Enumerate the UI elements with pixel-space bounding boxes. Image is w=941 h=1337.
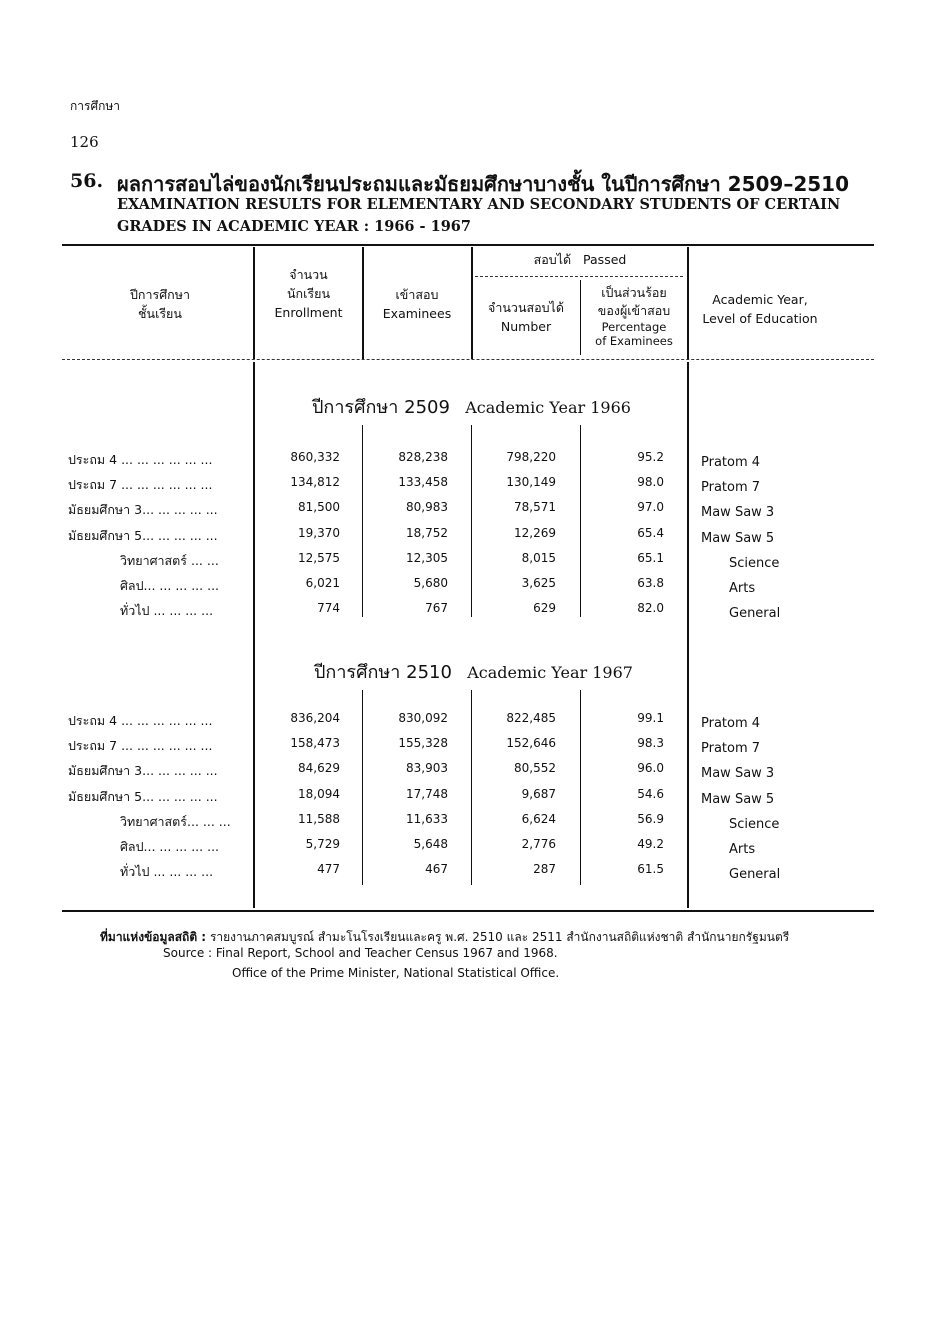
cell-percentage: 65.4 [637,526,664,540]
row-label-en: Pratom 4 [701,716,761,731]
row-label-en: Science [729,556,780,571]
header-year-thai: ปีการศึกษา [130,287,190,302]
cell-passed: 152,646 [506,736,556,750]
header-year-level-thai [70,285,250,323]
header-enrollment [256,265,361,322]
header-pct-thai-1: เป็นส่วนร้อย [601,285,667,300]
row-label-en: Pratom 4 [701,455,761,470]
table-bottom-rule [62,910,874,912]
row-label-thai: มัธยมศึกษา 3... ... ... ... ... [68,502,218,517]
cell-enrollment: 134,812 [290,475,340,489]
cell-percentage: 61.5 [637,862,664,876]
cell-percentage: 56.9 [637,812,664,826]
page-number: 126 [70,133,99,151]
cell-enrollment: 158,473 [290,736,340,750]
cell-examinees: 12,305 [406,551,448,565]
header-pct-en-1: Percentage [601,320,667,334]
cell-examinees: 18,752 [406,526,448,540]
cell-passed: 3,625 [521,576,556,590]
cell-enrollment: 12,575 [298,551,340,565]
header-divider [687,247,689,359]
cell-examinees: 767 [425,601,448,615]
cell-percentage: 82.0 [637,601,664,615]
row-label-en: Maw Saw 5 [701,792,775,807]
cell-passed: 287 [533,862,556,876]
cell-passed: 78,571 [514,500,556,514]
cell-enrollment: 11,588 [298,812,340,826]
header-level-en-2: Level of Education [702,311,818,326]
row-label-thai: มัธยมศึกษา 3... ... ... ... ... [68,763,218,778]
row-label-en: Maw Saw 3 [701,766,775,781]
row-label-thai: ประถม 7 ... ... ... ... ... ... [68,477,213,492]
cell-passed: 2,776 [521,837,556,851]
cell-percentage: 49.2 [637,837,664,851]
cell-passed: 6,624 [521,812,556,826]
header-level-thai: ชั้นเรียน [138,306,182,321]
cell-examinees: 80,983 [406,500,448,514]
section-heading-1966 [312,392,631,421]
row-label-thai: ทั่วไป ... ... ... ... [120,603,214,618]
header-examinees [364,285,470,323]
header-divider [580,280,581,355]
header-bottom-rule [62,359,874,360]
cell-enrollment: 5,729 [305,837,340,851]
row-label-thai: ประถม 4 ... ... ... ... ... ... [68,713,213,728]
row-label-thai: ประถม 4 ... ... ... ... ... ... [68,452,213,467]
row-label-en: Maw Saw 3 [701,505,775,520]
cell-examinees: 83,903 [406,761,448,775]
header-passed-en: Passed [583,252,627,267]
header-enrollment-thai-1: จำนวน [289,267,328,282]
source-english [163,946,558,960]
body-divider [362,690,363,885]
body-divider [687,362,689,908]
header-examinees-en: Examinees [382,306,452,321]
cell-passed: 12,269 [514,526,556,540]
cell-percentage: 98.3 [637,736,664,750]
cell-examinees: 5,680 [413,576,448,590]
header-number-en: Number [500,319,552,334]
row-label-en: Science [729,817,780,832]
cell-percentage: 63.8 [637,576,664,590]
row-label-thai: ศิลป... ... ... ... ... [120,578,220,593]
cell-examinees: 830,092 [398,711,448,725]
section-heading-thai: ปีการศึกษา 2509 [312,397,450,418]
row-label-thai: ศิลป... ... ... ... ... [120,839,220,854]
cell-passed: 798,220 [506,450,556,464]
row-label-thai: มัธยมศึกษา 5... ... ... ... ... [68,528,218,543]
body-divider [253,362,255,908]
cell-passed: 80,552 [514,761,556,775]
source-label: Source : [163,946,213,960]
header-pct-thai-2: ของผู้เข้าสอบ [597,303,671,318]
header-level-en-1: Academic Year, [712,292,808,307]
cell-percentage: 97.0 [637,500,664,514]
cell-passed: 9,687 [521,787,556,801]
cell-enrollment: 860,332 [290,450,340,464]
row-label-en: Arts [729,842,756,857]
row-label-thai: ประถม 7 ... ... ... ... ... ... [68,738,213,753]
cell-percentage: 54.6 [637,787,664,801]
cell-enrollment: 477 [317,862,340,876]
cell-enrollment: 19,370 [298,526,340,540]
section-heading-en: Academic Year 1966 [465,398,631,417]
row-label-thai: มัธยมศึกษา 5... ... ... ... ... [68,789,218,804]
cell-examinees: 133,458 [398,475,448,489]
source-thai-label: ที่มาแห่งข้อมูลสถิติ : [100,930,207,944]
row-label-thai: ทั่วไป ... ... ... ... [120,864,214,879]
passed-subheader-rule [475,276,683,277]
section-heading-thai: ปีการศึกษา 2510 [314,662,452,683]
row-label-thai: วิทยาศาสตร์ ... ... [120,553,219,568]
title-english-line2: GRADES IN ACADEMIC YEAR : 1966 - 1967 [117,218,471,235]
cell-enrollment: 81,500 [298,500,340,514]
body-divider [580,690,581,885]
cell-percentage: 99.1 [637,711,664,725]
header-number-thai: จำนวนสอบได้ [488,300,564,315]
header-passed-thai: สอบได้ [533,252,572,267]
cell-percentage: 95.2 [637,450,664,464]
header-passed [520,250,640,269]
source-thai [100,928,789,947]
header-enrollment-en: Enrollment [274,305,343,320]
cell-percentage: 98.0 [637,475,664,489]
cell-enrollment: 774 [317,601,340,615]
section-heading-en: Academic Year 1967 [467,663,633,682]
cell-enrollment: 836,204 [290,711,340,725]
row-label-en: General [729,606,781,621]
cell-passed: 130,149 [506,475,556,489]
cell-enrollment: 18,094 [298,787,340,801]
cell-percentage: 96.0 [637,761,664,775]
cell-passed: 822,485 [506,711,556,725]
table-number: 56. [70,170,104,192]
header-number [474,298,578,336]
cell-examinees: 467 [425,862,448,876]
header-level [690,290,830,328]
header-pct-en-2: of Examinees [595,334,673,348]
header-percentage [582,284,686,348]
cell-passed: 8,015 [521,551,556,565]
cell-passed: 629 [533,601,556,615]
row-label-en: Maw Saw 5 [701,531,775,546]
header-enrollment-thai-2: นักเรียน [287,286,330,301]
header-divider [253,247,255,359]
section-heading-1967 [314,657,633,686]
body-divider [362,425,363,617]
cell-examinees: 828,238 [398,450,448,464]
cell-enrollment: 6,021 [305,576,340,590]
body-divider [580,425,581,617]
body-divider [471,690,472,885]
cell-examinees: 155,328 [398,736,448,750]
cell-enrollment: 84,629 [298,761,340,775]
section-label: การศึกษา [70,99,120,113]
row-label-en: General [729,867,781,882]
header-examinees-thai: เข้าสอบ [395,287,439,302]
table-top-rule [62,244,874,246]
cell-percentage: 65.1 [637,551,664,565]
cell-examinees: 17,748 [406,787,448,801]
cell-examinees: 11,633 [406,812,448,826]
source-thai-text: รายงานภาคสมบูรณ์ สำมะโนโรงเรียนและครู พ.ศ. 2510 และ 2511 สำนักงานสถิติแห่งชาติ สำนักนายกรัฐมนตรี [209,930,790,944]
row-label-thai: วิทยาศาสตร์... ... ... [120,814,231,829]
title-thai: ผลการสอบไล่ของนักเรียนประถมและมัธยมศึกษาบางชั้น ในปีการศึกษา 2509–2510 [117,172,849,196]
row-label-en: Pratom 7 [701,480,761,495]
row-label-en: Pratom 7 [701,741,761,756]
header-divider [471,247,473,359]
body-divider [471,425,472,617]
source-line1: Final Report, School and Teacher Census 1967 and 1968. [215,946,558,960]
cell-examinees: 5,648 [413,837,448,851]
title-english-line1: EXAMINATION RESULTS FOR ELEMENTARY AND SECONDARY STUDENTS OF CERTAIN [117,196,841,213]
row-label-en: Arts [729,581,756,596]
source-line2: Office of the Prime Minister, National Statistical Office. [232,966,560,980]
